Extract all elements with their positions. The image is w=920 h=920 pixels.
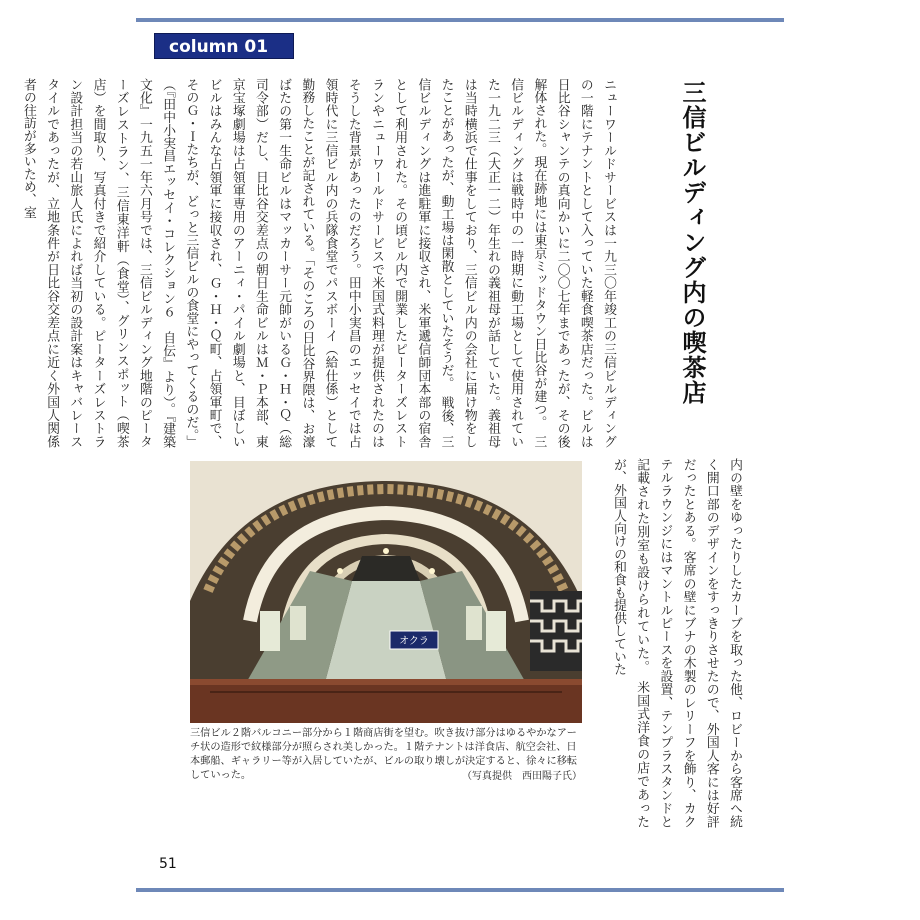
- photo-credit: （写真提供 西田陽子氏）: [462, 771, 582, 782]
- page-number: 51: [159, 856, 177, 872]
- photo-caption: 三信ビル２階バルコニー部分から１階商店街を望む。吹き抜け部分はゆるやかなアーチ状の造形で紋様部分が照らされ美しかった。１階テナントは洋食店、航空会社、日本郵船、ギャラリー等が入居していたが、ビルの取り壊しが決定すると、徐々に移転していった。: [190, 728, 578, 781]
- top-rule: [136, 18, 784, 22]
- article-body-continued: 内の壁をゆったりしたカーブを取った他、ロビーから客席へ続く開口部のデザインをすっきりさせたので、外国人客には好評だったとある。客席の壁にブナの木製のレリーフを飾り、カクテルラウンジにはマントルピースを設置、テンプラスタンドと記載された別室も設けられていた。 米国式洋食の店であったが、外国人向けの和食も提供していた: [610, 458, 742, 828]
- column-badge: column 01: [154, 33, 294, 59]
- arcade-photo: [190, 461, 582, 723]
- article-title: 三信ビルディング内の喫茶店: [678, 80, 706, 405]
- shop-sign: オクラ: [399, 636, 429, 647]
- article-body: ニューワールドサービスは一九三〇年竣工の三信ビルディングの一階にテナントとして入っていた軽食喫茶店だった。ビルは日比谷シャンテの真向かいに二〇〇七年まであったが、その後解体された。現在跡地には東京ミッドタウン日比谷が建つ。 三信ビルディングは戦時中の一時期に動工場として使用されていた一九二三（大正一二）年生れの義祖母が話していた。義祖母は当時横浜で仕事をしており、三信ビル内の会社に届け物をしたことがあったが、動工場は閑散としていたそうだ。 戦後、三信ビルディングは進駐軍に接収され、米軍遞信師団本部の宿舎として利用された。その頃ビル内で開業したピーターズレストランやニューワールドサービスで米国式料理が提供されたのはそうした背景があったのだろう。田中小実昌のエッセイでは占領時代に三信ビル内の兵隊食堂でパスボーイ（給仕係）として勤務したことが記されている。「そのころの日比谷界隈は、お濠ばたの第一生命ビルはマッカーサー元帥がいるＧ・Ｈ・Ｑ（総司令部）だし、日比谷交差点の朝日生命ビルはＭ・Ｐ本部、東京宝塚劇場は占領軍専用のアーニィ・パイル劇場と、目ぼしいビルはみんな占領軍に接収され、Ｇ・Ｈ・Ｑ町、占領軍町で、そのＧ・Ｉたちが、どっと三信ビルの食堂にやってくるのだ。」（『田中小実昌エッセイ・コレクション６ 自伝』より）。『建築文化』一九五一年六月号では、三信ビルディング地階のピーターズレストラン、三信東洋軒（食堂）、グリンスポット（喫茶店）を間取り、写真付きで紹介している。ピーターズレストラン設計担当の若山旅人氏によれば当初の設計案はキャバレースタイルであったが、立地条件が日比谷交差点に近く外国人関係者の往訪が多いため、室: [20, 78, 616, 448]
- bottom-rule: [136, 888, 784, 892]
